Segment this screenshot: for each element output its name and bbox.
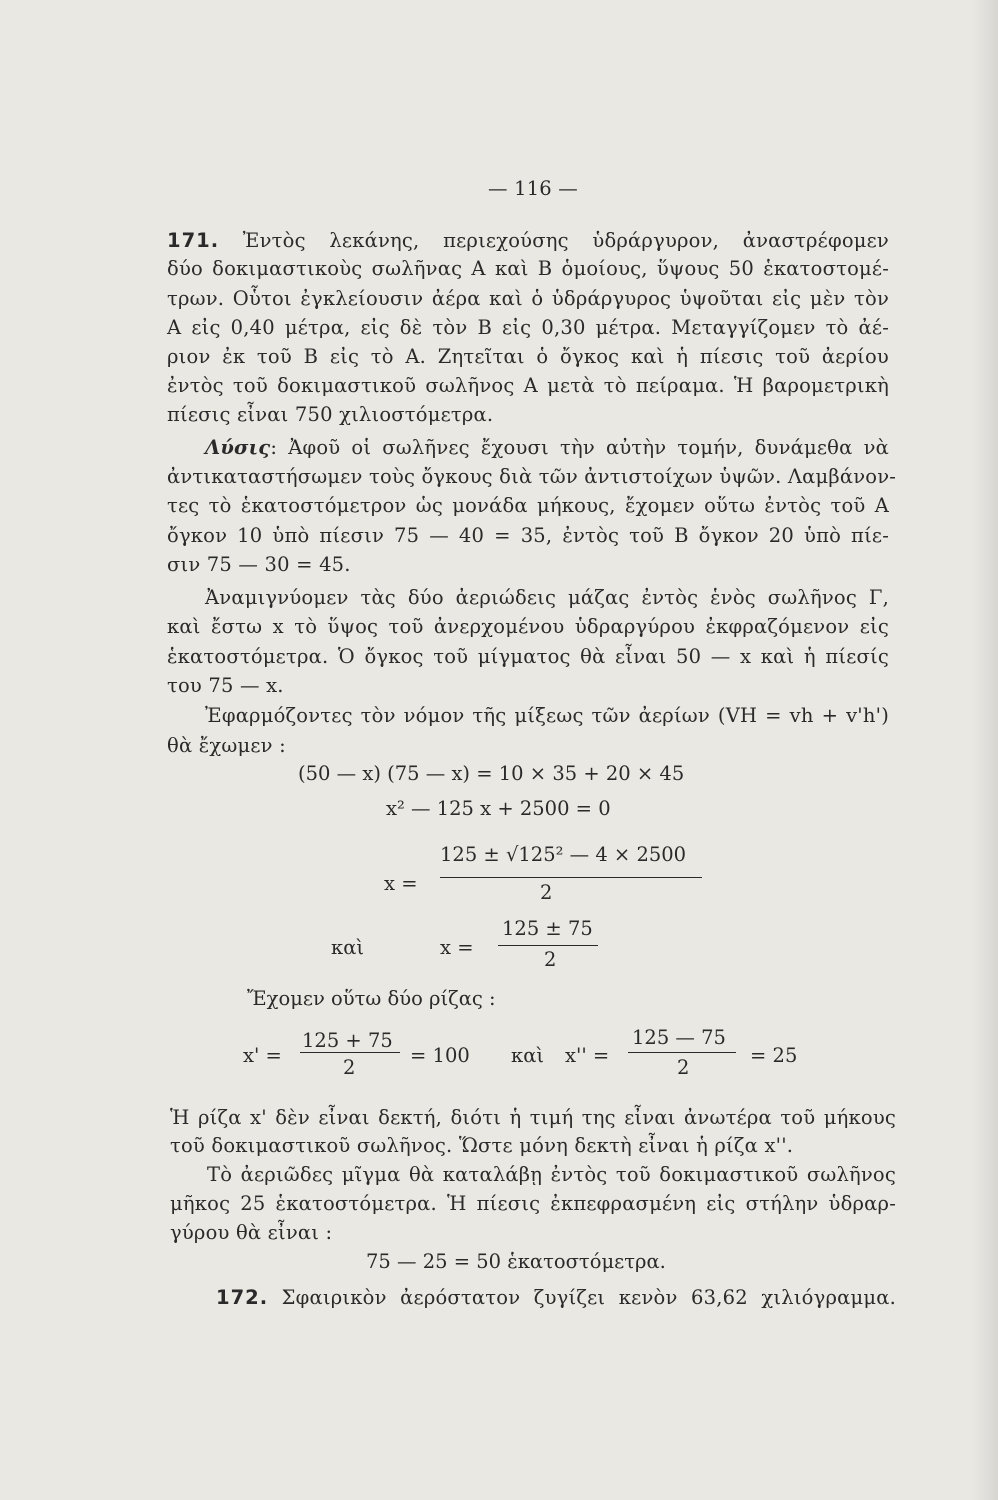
equation-3-numerator: 125 ± √125² — 4 × 2500 <box>440 843 687 866</box>
solution-label: Λύσις <box>205 436 271 459</box>
mix-line-2: καὶ ἔστω x τὸ ὕψος τοῦ ἀνερχομένου ὑδραργύρου ἐκφραζόμενον εἰς <box>167 615 889 638</box>
roots-and: καὶ <box>511 1044 545 1067</box>
problem-172-line: 172. Σφαιρικὸν ἀερόστατον ζυγίζει κενὸν 63,62 χιλιόγραμμα. <box>216 1286 897 1309</box>
problem-171-line-7: πίεσις εἶναι 750 χιλιοστόμετρα. <box>167 403 494 426</box>
root-1-numerator: 125 + 75 <box>302 1029 393 1052</box>
result-line-3: γύρου θὰ εἶναι : <box>170 1221 333 1244</box>
solution-line-3: τες τὸ ἑκατοστόμετρον ὡς μονάδα μήκους, ἔχομεν οὕτω ἐντὸς τοῦ Α <box>167 494 889 517</box>
root-2-lhs: x'' = <box>565 1044 610 1067</box>
mix-line-3: ἑκατοστόμετρα. Ὁ ὄγκος τοῦ μίγματος θὰ εἶναι 50 — x καὶ ἡ πίεσίς <box>167 645 889 668</box>
equation-3-fraction-bar <box>440 877 702 878</box>
solution-line-2: ἀντικαταστήσωμεν τοὺς ὄγκους διὰ τῶν ἀντιστοίχων ὑψῶν. Λαμβάνον- <box>167 465 897 488</box>
equation-4-fraction-bar <box>498 945 598 946</box>
equation-4-denominator: 2 <box>544 948 557 971</box>
problem-171-line-5: ριον ἐκ τοῦ Β εἰς τὸ Α. Ζητεῖται ὁ ὄγκος καὶ ἡ πίεσις τοῦ ἀερίου <box>167 345 889 368</box>
root-1-denominator: 2 <box>343 1056 356 1079</box>
solution-line-4: ὄγκον 10 ὑπὸ πίεσιν 75 — 40 = 35, ἐντὸς τοῦ Β ὄγκον 20 ὑπὸ πίε- <box>167 524 889 547</box>
equation-4-lhs: x = <box>440 936 474 959</box>
final-equation: 75 — 25 = 50 ἑκατοστόμετρα. <box>366 1250 666 1273</box>
root-1-fraction-bar <box>300 1052 400 1053</box>
law-line-2: θὰ ἔχωμεν : <box>167 734 286 757</box>
equation-3-denominator: 2 <box>540 881 553 904</box>
problem-171-line-2: δύο δοκιμαστικοὺς σωλῆνας Α καὶ Β ὁμοίους, ὕψους 50 ἑκατοστομέ- <box>167 257 889 280</box>
page-number: — 116 — <box>487 177 579 200</box>
mix-line-4: του 75 — x. <box>167 674 284 697</box>
result-line-2: μῆκος 25 ἑκατοστόμετρα. Ἡ πίεσις ἐκπεφρασμένη εἰς στήλην ὑδραρ- <box>170 1192 896 1215</box>
conclusion-line-1: Ἡ ρίζα x' δὲν εἶναι δεκτή, διότι ἡ τιμή της εἶναι ἀνωτέρα τοῦ μήκους <box>170 1106 896 1129</box>
equation-2: x² — 125 x + 2500 = 0 <box>386 797 611 820</box>
equation-1: (50 — x) (75 — x) = 10 × 35 + 20 × 45 <box>298 762 685 785</box>
solution-line-5: σιν 75 — 30 = 45. <box>167 553 351 576</box>
problem-172-number: 172. <box>216 1286 269 1309</box>
roots-intro: Ἔχομεν οὕτω δύο ρίζας : <box>247 987 496 1010</box>
mix-line-1: Ἀναμιγνύομεν τὰς δύο ἀεριώδεις μάζας ἐντὸς ἑνὸς σωλῆνος Γ, <box>205 586 889 609</box>
result-line-1: Τὸ ἀεριῶδες μῖγμα θὰ καταλάβῃ ἐντὸς τοῦ δοκιμαστικοῦ σωλῆνος <box>207 1163 896 1186</box>
solution-line-1: Λύσις: Ἀφοῦ οἱ σωλῆνες ἔχουσι τὴν αὐτὴν τομήν, δυνάμεθα νὰ <box>205 436 889 459</box>
equation-4-word: καὶ <box>331 936 365 959</box>
problem-171-number: 171. <box>167 229 220 252</box>
problem-171-line-4: Α εἰς 0,40 μέτρα, εἰς δὲ τὸν Β εἰς 0,30 μέτρα. Μεταγγίζομεν τὸ ἀέ- <box>167 316 889 339</box>
root-2-denominator: 2 <box>677 1056 690 1079</box>
root-2-numerator: 125 — 75 <box>632 1026 726 1049</box>
equation-3-lhs: x = <box>384 872 418 895</box>
problem-171-line-3: τρων. Οὗτοι ἐγκλείουσιν ἀέρα καὶ ὁ ὑδράργυρος ὑψοῦται εἰς μὲν τὸν <box>167 287 889 310</box>
root-1-lhs: x' = <box>243 1044 282 1067</box>
problem-171-line-1: 171. Ἐντὸς λεκάνης, περιεχούσης ὑδράργυρον, ἀναστρέφομεν <box>167 229 889 252</box>
conclusion-line-2: τοῦ δοκιμαστικοῦ σωλῆνος. Ὥστε μόνη δεκτὴ εἶναι ἡ ρίζα x''. <box>170 1134 794 1157</box>
problem-171-line-6: ἐντὸς τοῦ δοκιμαστικοῦ σωλῆνος Α μετὰ τὸ πείραμα. Ἡ βαρομετρικὴ <box>167 374 889 397</box>
root-2-fraction-bar <box>628 1052 736 1053</box>
root-2-value: = 25 <box>750 1044 798 1067</box>
root-1-value: = 100 <box>410 1044 470 1067</box>
page-edge-shadow <box>972 0 998 1500</box>
equation-4-numerator: 125 ± 75 <box>502 917 593 940</box>
law-line-1: Ἐφαρμόζοντες τὸν νόμον τῆς μίξεως τῶν ἀερίων (VH = vh + v'h') <box>205 704 889 727</box>
